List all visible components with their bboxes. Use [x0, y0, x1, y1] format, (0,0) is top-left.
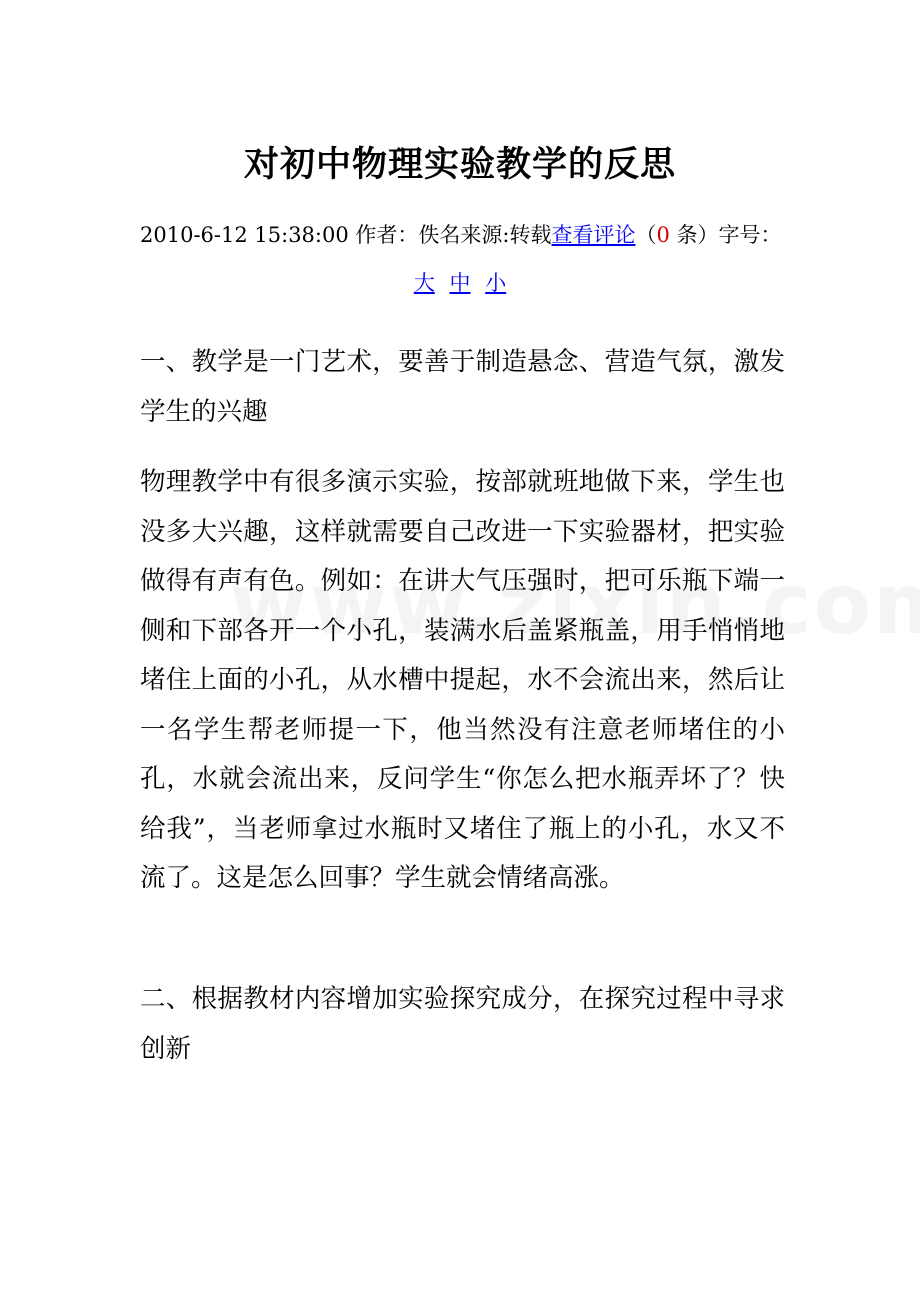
comment-unit: 条）	[669, 223, 719, 247]
source-info: 来源:转载	[460, 223, 552, 247]
font-size-small-link[interactable]: 小	[485, 271, 507, 295]
font-size-large-link[interactable]: 大	[413, 271, 435, 295]
font-size-label: 字号：	[718, 223, 782, 247]
author-info: 作者：佚名	[348, 223, 461, 247]
font-size-medium-link[interactable]: 中	[449, 271, 471, 295]
section-heading-2: 二、根据教材内容增加实验探究成分，在探究过程中寻求创新	[140, 984, 785, 1064]
comment-count: 0	[656, 223, 670, 247]
article-meta	[140, 218, 785, 252]
view-comments-link[interactable]: 查看评论	[551, 223, 636, 247]
publish-datetime: 2010-6-12 15:38:00	[140, 223, 349, 247]
section-heading-1: 一、教学是一门艺术，要善于制造悬念、营造气氛，激发学生的兴趣	[140, 347, 785, 427]
font-size-options	[0, 266, 920, 300]
paren-open: （	[635, 223, 657, 247]
article-title: 对初中物理实验教学的反思	[243, 144, 676, 185]
body-paragraph: 物理教学中有很多演示实验，按部就班地做下来，学生也没多大兴趣，这样就需要自己改进一下实验器材，把实验做得有声有色。例如：在讲大气压强时，把可乐瓶下端一侧和下部各开一个小孔，装满水后盖紧瓶盖，用手悄悄地堵住上面的小孔，从水槽中提起，水不会流出来，然后让一名学生帮老师提一下，他当然没有注意老师堵住的小孔，水就会流出来，反问学生“你怎么把水瓶弄坏了？快给我”，当老师拿过水瓶时又堵住了瓶上的小孔，水又不流了。这是怎么回事？学生就会情绪高涨。	[140, 467, 785, 893]
